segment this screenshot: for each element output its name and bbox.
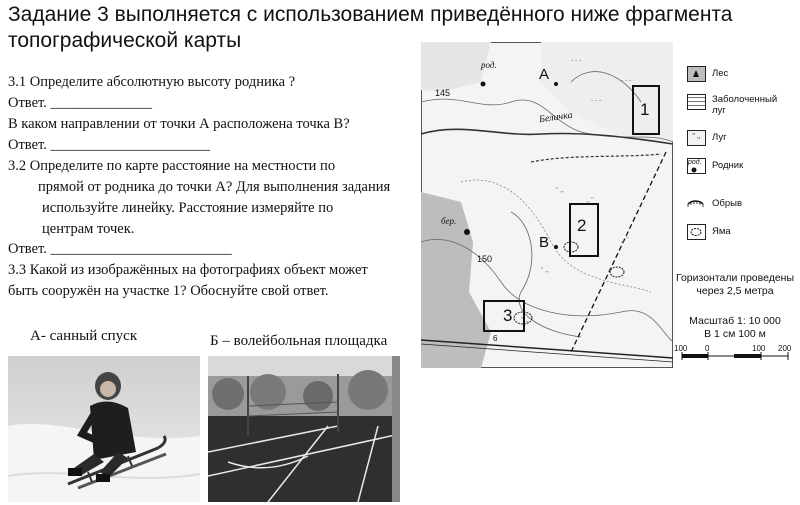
- scale-bar-drawing: [680, 344, 792, 370]
- map-drawing: [421, 42, 673, 368]
- scale-tick-100-left: 100: [674, 344, 688, 353]
- legend-spring-label: Родник: [712, 160, 744, 171]
- map-point-a: А: [539, 66, 550, 83]
- svg-text:'' ,,: '' ,,: [521, 316, 529, 324]
- question-3-2-line-3: используйте линейку. Расстояние измеряйте по: [42, 200, 334, 216]
- legend-meadow-label: Луг: [712, 132, 727, 143]
- scale-note: [672, 315, 798, 341]
- question-3-3-line-2: быть сооружён на участке 1? Обоснуйте свой ответ.: [8, 283, 329, 299]
- photo-volleyball-court: [208, 356, 400, 502]
- svg-text:'' ,,: '' ,,: [541, 266, 549, 274]
- map-area-2: 2: [577, 216, 587, 235]
- legend-swamp-symbol: [687, 94, 706, 110]
- title-line-2: топографической карты: [8, 29, 242, 52]
- question-3-2-line-1: 3.2 Определите по карте расстояние на местности по: [8, 158, 336, 174]
- topographic-map: [421, 42, 673, 368]
- contour-note-line-2: через 2,5 метра: [696, 285, 774, 297]
- photo-b-caption: Б – волейбольная площадка: [210, 333, 388, 349]
- question-3-2-line-4: центрам точек.: [42, 221, 135, 237]
- task-title: [8, 2, 798, 54]
- legend-swamp-label: Заболоченный луг: [712, 94, 778, 116]
- question-3-2-line-2: прямой от родника до точки А? Для выполнения задания: [38, 179, 391, 195]
- svg-text:,, '': ,, '': [586, 196, 594, 204]
- map-point-b: В: [539, 234, 550, 251]
- map-label-rod: род.: [481, 60, 497, 70]
- answer-line-2[interactable]: Ответ. ______________________: [8, 137, 211, 153]
- svg-text:'' ,,: '' ,,: [556, 186, 564, 194]
- legend-meadow-symbol: '' ,,: [687, 130, 706, 146]
- answer-line-3[interactable]: Ответ. _________________________: [8, 241, 232, 257]
- svg-text:- - -: - - -: [621, 76, 632, 84]
- scale-bar: [674, 344, 792, 370]
- scale-ratio: Масштаб 1: 10 000: [689, 315, 781, 327]
- scale-tick-200: 200: [778, 344, 792, 353]
- legend-cliff-symbol: [687, 196, 704, 210]
- scale-per-cm: В 1 см 100 м: [704, 328, 766, 340]
- title-line-1: Задание 3 выполняется с использованием приведённого ниже фрагмента: [8, 3, 733, 26]
- answer-line-1[interactable]: Ответ. ______________: [8, 95, 153, 111]
- legend-cliff-label: Обрыв: [712, 198, 742, 209]
- svg-text:- - -: - - -: [571, 56, 582, 64]
- svg-text:- - -: - - -: [591, 96, 602, 104]
- map-road-label: 6: [493, 334, 498, 343]
- map-area-3: 3: [503, 306, 513, 325]
- contour-note-line-1: Горизонтали проведены: [675, 272, 795, 284]
- photo-a-caption: А- санный спуск: [30, 328, 138, 344]
- question-3-1-direction: В каком направлении от точки А расположена точка В?: [8, 116, 350, 132]
- contour-note: [672, 272, 798, 298]
- legend-forest-label: Лес: [712, 68, 729, 79]
- question-3-1: 3.1 Определите абсолютную высоту родника ?: [8, 74, 296, 90]
- scale-tick-0: 0: [705, 344, 710, 353]
- svg-text:,, '': ,, '': [621, 236, 629, 244]
- sled-photo-drawing: [8, 356, 200, 502]
- legend-spring-symbol-text: род.: [688, 159, 702, 166]
- map-label-150: 150: [477, 254, 493, 264]
- legend-spring-symbol: [687, 158, 706, 174]
- legend-forest-symbol: [687, 66, 706, 82]
- photo-sled-slope: [8, 356, 200, 502]
- map-label-river: Беличка: [538, 109, 574, 126]
- legend-pit-label: Яма: [712, 226, 731, 237]
- court-photo-drawing: [208, 356, 400, 502]
- question-3-3-line-1: 3.3 Какой из изображённых на фотографиях объект может: [8, 262, 368, 278]
- scale-tick-100: 100: [752, 344, 766, 353]
- map-area-1: 1: [640, 100, 650, 119]
- map-label-ber: бер.: [441, 216, 457, 226]
- legend-pit-symbol: [687, 224, 706, 240]
- map-label-145: 145: [435, 88, 451, 98]
